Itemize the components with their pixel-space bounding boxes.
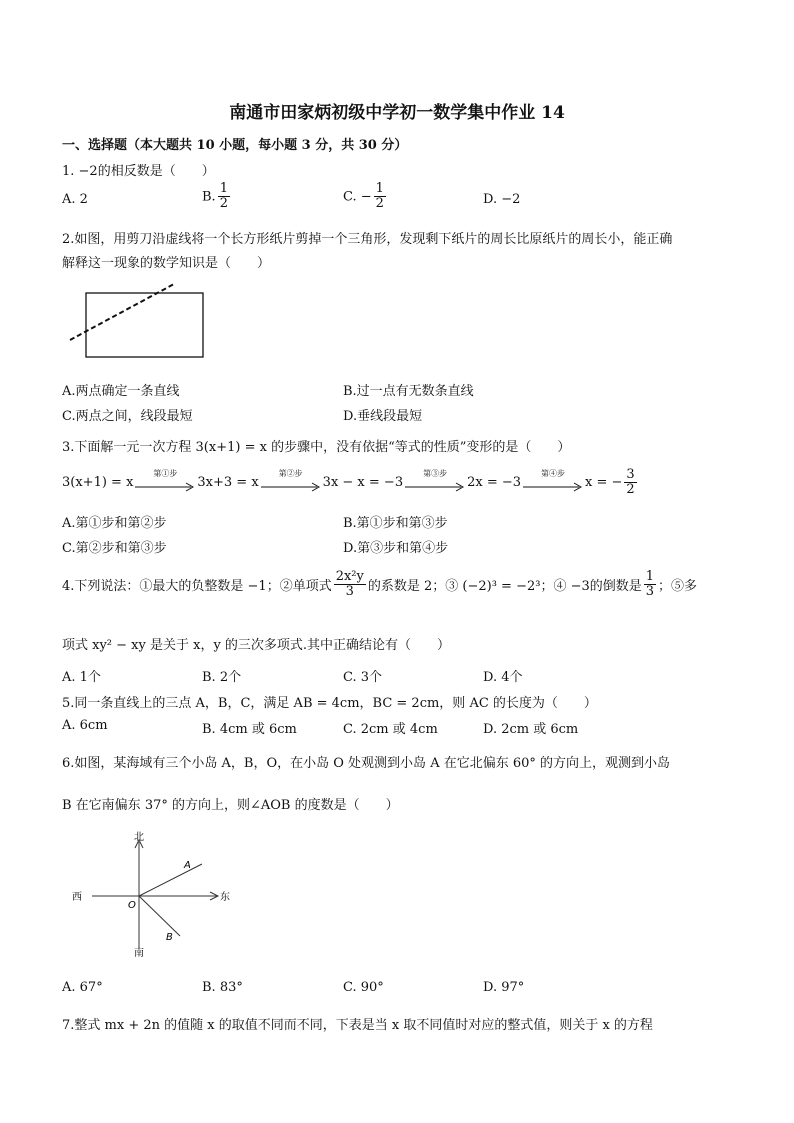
q6-option-a: A. 67° (62, 980, 103, 995)
q6-option-d: D. 97° (483, 980, 525, 995)
q4-option-d: D. 4个 (483, 670, 523, 685)
q4-option-a: A. 1个 (62, 670, 101, 685)
q5-option-d: D. 2cm 或 6cm (483, 722, 579, 737)
question-7-text: 7.整式 mx + 2n 的值随 x 的取值不同而不同，下表是当 x 取不同值时对应的整式值，则关于 x 的方程 (62, 1018, 653, 1033)
q2-option-d: D.垂线段最短 (343, 409, 423, 424)
question-3-text: 3.下面解一元一次方程 3(x+1) = x 的步骤中，没有依据“等式的性质”变形的是（ ） (62, 440, 571, 455)
q3-equation-chain: 3(x+1) = x 第①步 3x+3 = x 第②步 3x − x = −3 第③步 2x = −3 第④步 x = − $\frac{3}{2}$ (62, 467, 635, 498)
label-b: B (166, 932, 173, 943)
label-a: A (184, 860, 191, 871)
q4-option-b: B. 2个 (202, 670, 242, 685)
q3-option-a: A.第①步和第②步 (62, 516, 167, 531)
question-4-line2: 项式 xy² − xy 是关于 x，y 的三次多项式.其中正确结论有（ ） (62, 638, 451, 653)
q6-option-b: B. 83° (202, 980, 243, 995)
q2-option-b: B.过一点有无数条直线 (343, 384, 474, 399)
q2-option-a: A.两点确定一条直线 (62, 384, 180, 399)
label-o: O (128, 900, 136, 911)
question-6-line1: 6.如图，某海域有三个小岛 A，B，O，在小岛 O 处观测到小岛 A 在它北偏东 60° 的方向上，观测到小岛 (62, 756, 671, 771)
eq-step-3: 2x = −3 (467, 475, 522, 491)
q3-option-c: C.第②步和第③步 (62, 541, 167, 556)
arrow-step-2: 第②步 (261, 474, 321, 492)
paper-rectangle (86, 293, 203, 357)
label-north: 北 (134, 832, 144, 843)
ray-ob (139, 896, 180, 936)
question-2-line2: 解释这一现象的数学知识是（ ） (62, 256, 271, 271)
rectangle-cut-figure (62, 280, 222, 370)
q3-option-b: B.第①步和第③步 (343, 516, 448, 531)
label-south: 南 (134, 948, 144, 958)
question-1-text: 1. −2的相反数是（ ） (62, 164, 215, 179)
eq-step-0: 3(x+1) = x (62, 475, 134, 491)
q1-option-a: A. 2 (62, 192, 88, 207)
q5-option-a: A. 6cm (62, 718, 108, 733)
arrow-step-3: 第③步 (405, 474, 465, 492)
arrow-step-1: 第①步 (135, 474, 195, 492)
label-east: 东 (220, 892, 230, 903)
q4-option-c: C. 3个 (343, 670, 383, 685)
eq-step-2: 3x − x = −3 (322, 475, 404, 491)
q5-option-b: B. 4cm 或 6cm (202, 722, 297, 737)
q6-option-c: C. 90° (343, 980, 384, 995)
eq-step-1: 3x+3 = x (197, 475, 259, 491)
ray-oa (139, 864, 202, 896)
q3-option-d: D.第③步和第④步 (343, 541, 449, 556)
q5-option-c: C. 2cm 或 4cm (343, 722, 438, 737)
q1-option-d: D. −2 (483, 192, 521, 207)
q1-option-c: C. − $\frac{1}{2}$ (343, 181, 384, 212)
q2-option-c: C.两点之间，线段最短 (62, 409, 193, 424)
question-2-line1: 2.如图，用剪刀沿虚线将一个长方形纸片剪掉一个三角形，发现剩下纸片的周长比原纸片的周长小，能正确 (62, 232, 673, 247)
label-west: 西 (72, 892, 82, 903)
eq-step-4: x = − (585, 475, 623, 491)
q1-option-b: B. $\frac{1}{2}$ (202, 181, 228, 212)
question-5-text: 5.同一条直线上的三点 A，B，C，满足 AB = 4cm，BC = 2cm，则 AC 的长度为（ ） (62, 696, 597, 711)
compass-diagram (62, 828, 242, 958)
arrow-step-4: 第④步 (523, 474, 583, 492)
question-4-line1: 4.下列说法：①最大的负整数是 −1；②单项式 $\frac{\text{2x²y}}{3}$ 的系数是 2；③ (−2)³ = −2³；④ −3的倒数是 $\frac{1}{3}$ ；⑤多 (62, 569, 698, 600)
section-heading: 一、选择题（本大题共 10 小题，每小题 3 分，共 30 分） (62, 138, 408, 153)
page-title: 南通市田家炳初级中学初一数学集中作业 14 (229, 103, 565, 123)
question-6-line2: B 在它南偏东 37° 的方向上，则∠AOB 的度数是（ ） (62, 798, 399, 813)
